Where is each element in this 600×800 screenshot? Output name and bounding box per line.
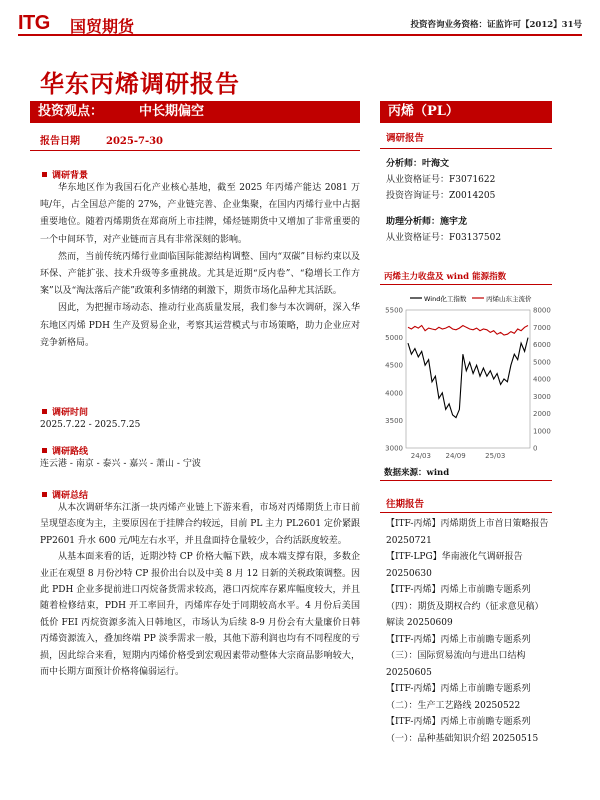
x-tick-label: 25/03	[485, 452, 506, 460]
chart-title: 丙烯主力收盘及 wind 能源指数	[384, 272, 507, 282]
cert-label: 投资咨询证号：	[386, 191, 450, 201]
y-right-tick-label: 0	[533, 444, 538, 453]
view-band	[30, 101, 360, 123]
related-item[interactable]: 【ITF-丙烯】丙烯上市前瞻专题系列（三）：国际贸易流向与进出口结构 20250605	[386, 634, 531, 678]
route-text: 连云港 - 南京 - 泰兴 - 嘉兴 - 萧山 - 宁波	[40, 459, 201, 469]
bullet-icon	[42, 172, 47, 177]
related-item[interactable]: 【ITF-丙烯】丙烯期货上市首日策略报告 20250721	[386, 519, 549, 546]
report-date	[40, 132, 163, 147]
legend-label-1: 丙烯山东主流价	[486, 295, 532, 303]
divider	[380, 148, 552, 149]
y-right-tick-label: 7000	[533, 323, 551, 332]
related-item[interactable]: 【ITF-丙烯】丙烯上市前瞻专题系列（四）：期货及期权合约（征求意见稿）解读 20250609	[386, 585, 544, 628]
divider	[380, 284, 552, 285]
cert-value: F03137502	[449, 233, 502, 243]
page-header	[18, 10, 582, 36]
analyst-label: 分析师：	[386, 159, 423, 169]
background-text	[40, 180, 360, 352]
analyst-info	[386, 156, 556, 204]
y-left-tick-label: 5500	[385, 306, 403, 315]
assistant-name: 施宇龙	[440, 217, 468, 227]
cert-value: Z0014205	[449, 191, 496, 201]
y-left-tick-label: 3500	[385, 416, 403, 425]
y-right-tick-label: 5000	[533, 358, 551, 367]
date-value: 2025-7-30	[106, 136, 164, 147]
section-title-background: 调研背景	[52, 171, 89, 181]
section-title-route: 调研路线	[52, 447, 89, 457]
bullet-icon	[42, 448, 47, 453]
section-title-time: 调研时间	[52, 408, 89, 418]
y-right-tick-label: 6000	[533, 341, 551, 349]
x-tick-label: 24/09	[445, 452, 466, 460]
logo-text: 国贸期货	[70, 17, 135, 36]
y-left-tick-label: 5000	[385, 334, 403, 343]
logo: ITG	[18, 12, 50, 34]
view-label: 投资观点：	[38, 104, 104, 119]
report-title: 华东丙烯调研报告	[40, 70, 240, 98]
series-line-1	[408, 326, 528, 336]
product-band: 丙烯（PL）	[380, 101, 552, 123]
y-left-tick-label: 3000	[385, 444, 403, 453]
time-text: 2025.7.22 - 2025.7.25	[40, 420, 141, 430]
bullet-icon	[42, 492, 47, 497]
paragraph: 华东地区作为我国石化产业核心基地，截至 2025 年丙烯产能达 2081 万吨/年，占全国总产能的 27%，产业链完善、企业集聚，在国内丙烯行业中占据重要地位。随着丙烯期货在郑商所上市挂牌，烯烃链期货中又增加了非常重要的一个中间环节，对产业链而言具有非常深刻的影响。	[40, 183, 360, 245]
price-chart	[380, 288, 556, 463]
y-left-tick-label: 4500	[385, 361, 403, 370]
paragraph: 因此，为把握市场动态、推动行业高质量发展，我们参与本次调研，深入华东地区丙烯 PDH 生产及贸易企业，考察其运营模式与市场策略，助力企业应对竞争新格局。	[40, 303, 360, 348]
divider	[380, 480, 552, 481]
related-item[interactable]: 【ITF-LPG】华南液化气调研报告 20250630	[386, 552, 523, 579]
assistant-label: 助理分析师：	[386, 217, 441, 227]
analyst-name: 叶海文	[422, 159, 450, 169]
paragraph: 从基本面来看的话，近期沙特 CP 价格大幅下跌，成本端支撑有限，多数企业正在观望 8 月份沙特 CP 报价出台以及中美 8 月 12 日新的关税政策调整。因此 PDH 企业多提前进口丙烷备货需求较高，港口丙烷库存累库幅度较大，并且随着检修结束，PDH 开工率回升，丙烯库存处于同期较高水平。4 月份后美国低价 FEI 丙烷资源多流入日韩地区，市场认为后续 8-9 月份会有大量廉价日韩丙烯资源流入，叠加终端 PP 淡季需求一般，其他下游利润也均有不同程度的亏损，因此综合来看，短期内丙烯价格受到宏观因素带动整体大宗商品影响较大，而中长期方面预计价格将偏弱运行。	[40, 552, 360, 678]
y-right-tick-label: 1000	[533, 427, 551, 436]
divider	[30, 150, 360, 151]
view-value: 中长期偏空	[139, 104, 205, 119]
related-title: 往期报告	[386, 499, 425, 510]
cert-value: F3071622	[449, 175, 496, 185]
series-line-0	[408, 338, 528, 418]
related-item[interactable]: 【ITF-丙烯】丙烯上市前瞻专题系列（一）：品种基础知识介绍 20250515	[386, 717, 539, 744]
divider	[380, 512, 552, 513]
y-right-tick-label: 8000	[533, 306, 551, 315]
related-item[interactable]: 【ITF-丙烯】丙烯上市前瞻专题系列（二）：生产工艺路线 20250522	[386, 684, 531, 711]
y-right-tick-label: 3000	[533, 392, 551, 401]
y-right-tick-label: 4000	[533, 375, 551, 384]
cert-label: 从业资格证号：	[386, 175, 450, 185]
chart-source: 数据来源：wind	[384, 468, 450, 478]
assistant-info	[386, 214, 556, 246]
paragraph: 从本次调研华东江浙一块丙烯产业链上下游来看，市场对丙烯期货上市日前呈现望态度为主，主要原因在于挂牌合约较远，目前 PL 主力 PL2601 定价紧跟 PP2601 升水 600 元/吨左右水平，并且盘面持仓量较少，合约活跃度较差。	[40, 503, 360, 546]
x-tick-label: 24/03	[410, 452, 431, 460]
cert-label: 从业资格证号：	[386, 233, 450, 243]
section-title-summary: 调研总结	[52, 491, 89, 501]
y-right-tick-label: 2000	[533, 410, 551, 418]
bullet-icon	[42, 409, 47, 414]
y-left-tick-label: 4000	[385, 389, 403, 398]
research-label: 调研报告	[386, 133, 425, 144]
related-list	[386, 516, 552, 747]
legend-label-0: Wind化工指数	[424, 295, 467, 303]
date-label: 报告日期	[40, 136, 80, 147]
paragraph: 然而，当前传统丙烯行业面临国际能源结构调整、国内“双碳”目标约束以及环保、产能扩张、技术升级等多重挑战。尤其是近期“反内卷”、“稳增长工作方案”以及“淘汰落后产能”政策利多情绪的刺激下，期货市场化品种尤其活跃。	[40, 251, 360, 297]
summary-text	[40, 500, 360, 680]
license-text: 投资咨询业务资格：证监许可【2012】31号	[410, 20, 582, 30]
